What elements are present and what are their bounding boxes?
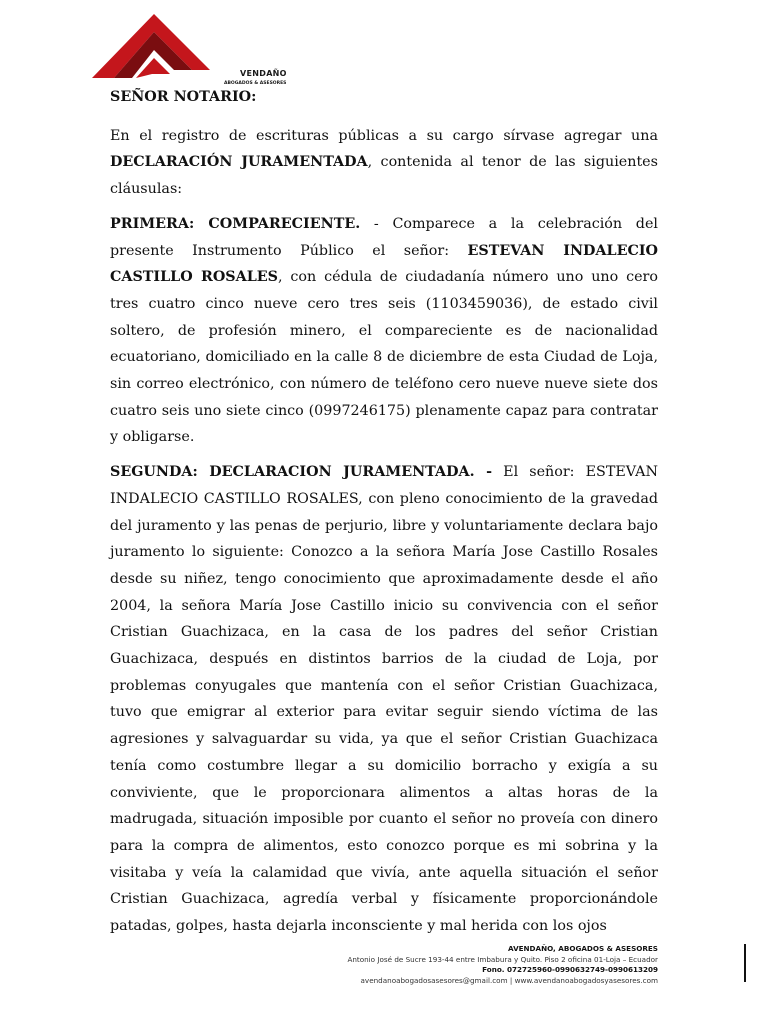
segunda-title: SEGUNDA: DECLARACION JURAMENTADA. - [110, 464, 493, 481]
intro-paragraph [110, 123, 658, 203]
clause-segunda [110, 459, 658, 940]
primera-title: PRIMERA: COMPARECIENTE. [110, 215, 361, 232]
primera-text-2: , con cédula de ciudadanía número uno uno cero tres cuatro cinco nueve cero tres seis (1103459036), de estado civil soltero, de profesión minero, el compareciente es de nacionalidad ecuatoriano, domiciliado en la calle 8 de diciembre de esta Ciudad de Loja, sin correo electrónico, con número de teléfono cero nueve nueve siete dos cuatro seis uno siete cinco (0997246175) plenamente capaz para contratar y obligarse. [110, 269, 658, 446]
footer-divider [744, 944, 746, 982]
footer-firm: AVENDAÑO, ABOGADOS & ASESORES [508, 944, 658, 953]
document-heading: SEÑOR NOTARIO: [110, 89, 257, 105]
intro-text-2: , contenida al tenor de las siguientes cláusulas: [110, 154, 658, 198]
footer-phone: Fono. 072725960-0990632749-0990613209 [482, 965, 658, 974]
primera-text-1: - Comparece a la celebración del presente Instrumento Público el señor: [110, 215, 658, 259]
segunda-text: El señor: ESTEVAN INDALECIO CASTILLO ROSALES, con pleno conocimiento de la gravedad del juramento y las penas de perjurio, libre y voluntariamente declara bajo juramento lo siguiente: Conozco a la señora María Jose Castillo Rosales desde su niñez, tengo conocimiento que aproximadamente desde el año 2004, la señora María Jose Castillo inicio su convivencia con el señor Cristian Guachizaca, en la casa de los padres del señor Cristian Guachizaca, después en distintos barrios de la ciudad de Loja, por problemas conyugales que mantenía con el señor Cristian Guachizaca, tuvo que emigrar al exterior para evitar seguir siendo víctima de las agresiones y salvaguardar su vida, ya que el señor Cristian Guachizaca tenía como costumbre llegar a su domicilio borracho y exigía a su conviviente, que le proporcionara alimentos a altas horas de la madrugada, situación imposible por cuanto el señor no proveía con dinero para la compra de alimentos, esto conozco porque es mi sobrina y la visitaba y veía la calamidad que vivía, ante aquella situación el señor Cristian Guachizaca, agredía verbal y físicamente proporcionándole patadas, golpes, hasta dejarla inconsciente y mal herida con los ojos [110, 464, 658, 935]
logo-subtitle: ABOGADOS & ASESORES [224, 81, 287, 86]
logo-triangle-icon [92, 12, 210, 82]
primera-name: ESTEVAN INDALECIO CASTILLO ROSALES [110, 242, 658, 286]
intro-bold-title: DECLARACIÓN JURAMENTADA [110, 154, 368, 171]
footer-web: avendanoabogadosasesores@gmail.com | www.avendanoabogadosyasesores.com [360, 975, 658, 985]
footer-address: Antonio José de Sucre 193-44 entre Imbabura y Quito. Piso 2 oficina 01-Loja – Ecuador [347, 954, 658, 964]
document-body [110, 84, 658, 948]
clause-primera [110, 211, 658, 451]
intro-text-1: En el registro de escrituras públicas a su cargo sírvase agregar una [110, 127, 658, 144]
firm-logo [92, 12, 287, 86]
page-footer [347, 944, 658, 986]
logo-name: VENDAÑO [240, 69, 287, 78]
